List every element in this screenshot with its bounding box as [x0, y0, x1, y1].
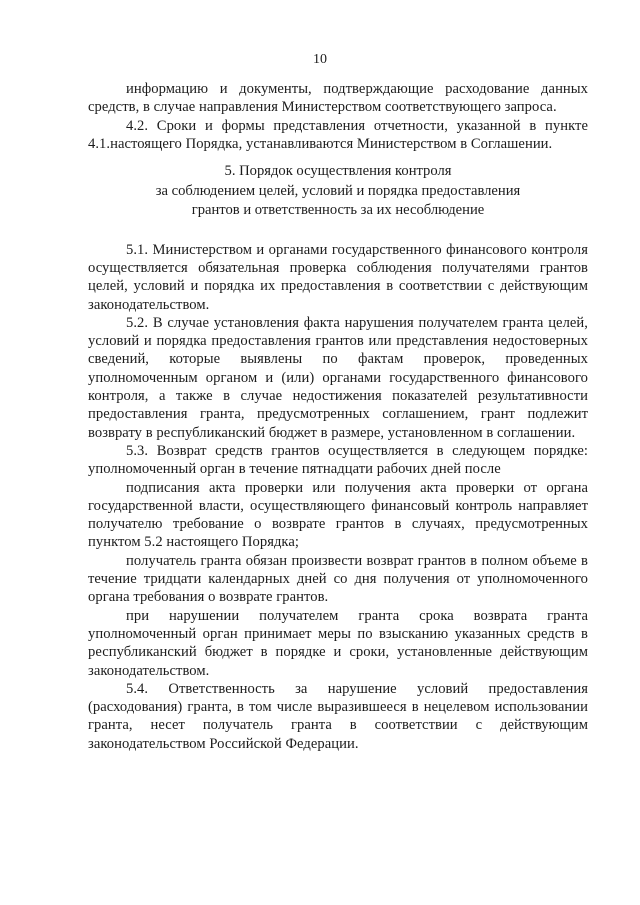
paragraph-5-3-signing: подписания акта проверки или получения акта проверки от органа государственной власти, осуществляющего финансовый контроль направляет получателю требование о возврате грантов в случаях, предусмотренных пунктом 5.2 настоящего Порядка; [88, 479, 588, 551]
paragraph-5-3-recipient: получатель гранта обязан произвести возврат грантов в полном объеме в течение тридцати календарных дней со дня получения от уполномоченного органа требования о возврате грантов. [88, 552, 588, 606]
paragraph-5-4: 5.4. Ответственность за нарушение условий предоставления (расходования) гранта, в том числе выразившееся в нецелевом использовании гранта, несет получатель гранта в соответствии с действующим законодательством Российской Федерации. [88, 680, 588, 752]
section-5-heading [88, 162, 588, 221]
paragraph-4-2: 4.2. Сроки и формы представления отчетности, указанной в пункте 4.1.настоящего Порядка, устанавливаются Министерством в Соглашении. [88, 117, 588, 152]
paragraph-5-2: 5.2. В случае установления факта нарушения получателем гранта целей, условий и порядка предоставления грантов или представления недостоверных сведений, которые выявлены по фактам проверок, проведенных уполномоченным органом и (или) органами государственного финансового контроля, а также в случае недостижения показателей результативности предоставления гранта, предусмотренных соглашением, грант подлежит возврату в республиканский бюджет в размере, установленном в соглашении. [88, 314, 588, 441]
section-heading-line: за соблюдением целей, условий и порядка предоставления [155, 182, 521, 199]
section-heading-line: 5. Порядок осуществления контроля [224, 163, 452, 180]
paragraph-continuation: информацию и документы, подтверждающие расходование данных средств, в случае направления Министерством соответствующего запроса. [88, 81, 588, 116]
paragraph-5-1: 5.1. Министерством и органами государственного финансового контроля осуществляется обязательная проверка соблюдения получателями грантов целей, условий и порядка их предоставления в соответствии с действующим законодательством. [88, 241, 588, 313]
section-heading-line: грантов и ответственность за их несоблюдение [191, 202, 485, 219]
paragraph-5-3-violation: при нарушении получателем гранта срока возврата гранта уполномоченный орган принимает меры по взысканию указанных средств в республиканский бюджет в порядке и сроки, установленные действующим законодательством. [88, 607, 588, 679]
page-number: 10 [313, 52, 327, 67]
paragraph-5-3: 5.3. Возврат средств грантов осуществляется в следующем порядке: уполномоченный орган в течение пятнадцати рабочих дней после [88, 442, 588, 478]
document-body [88, 80, 588, 753]
